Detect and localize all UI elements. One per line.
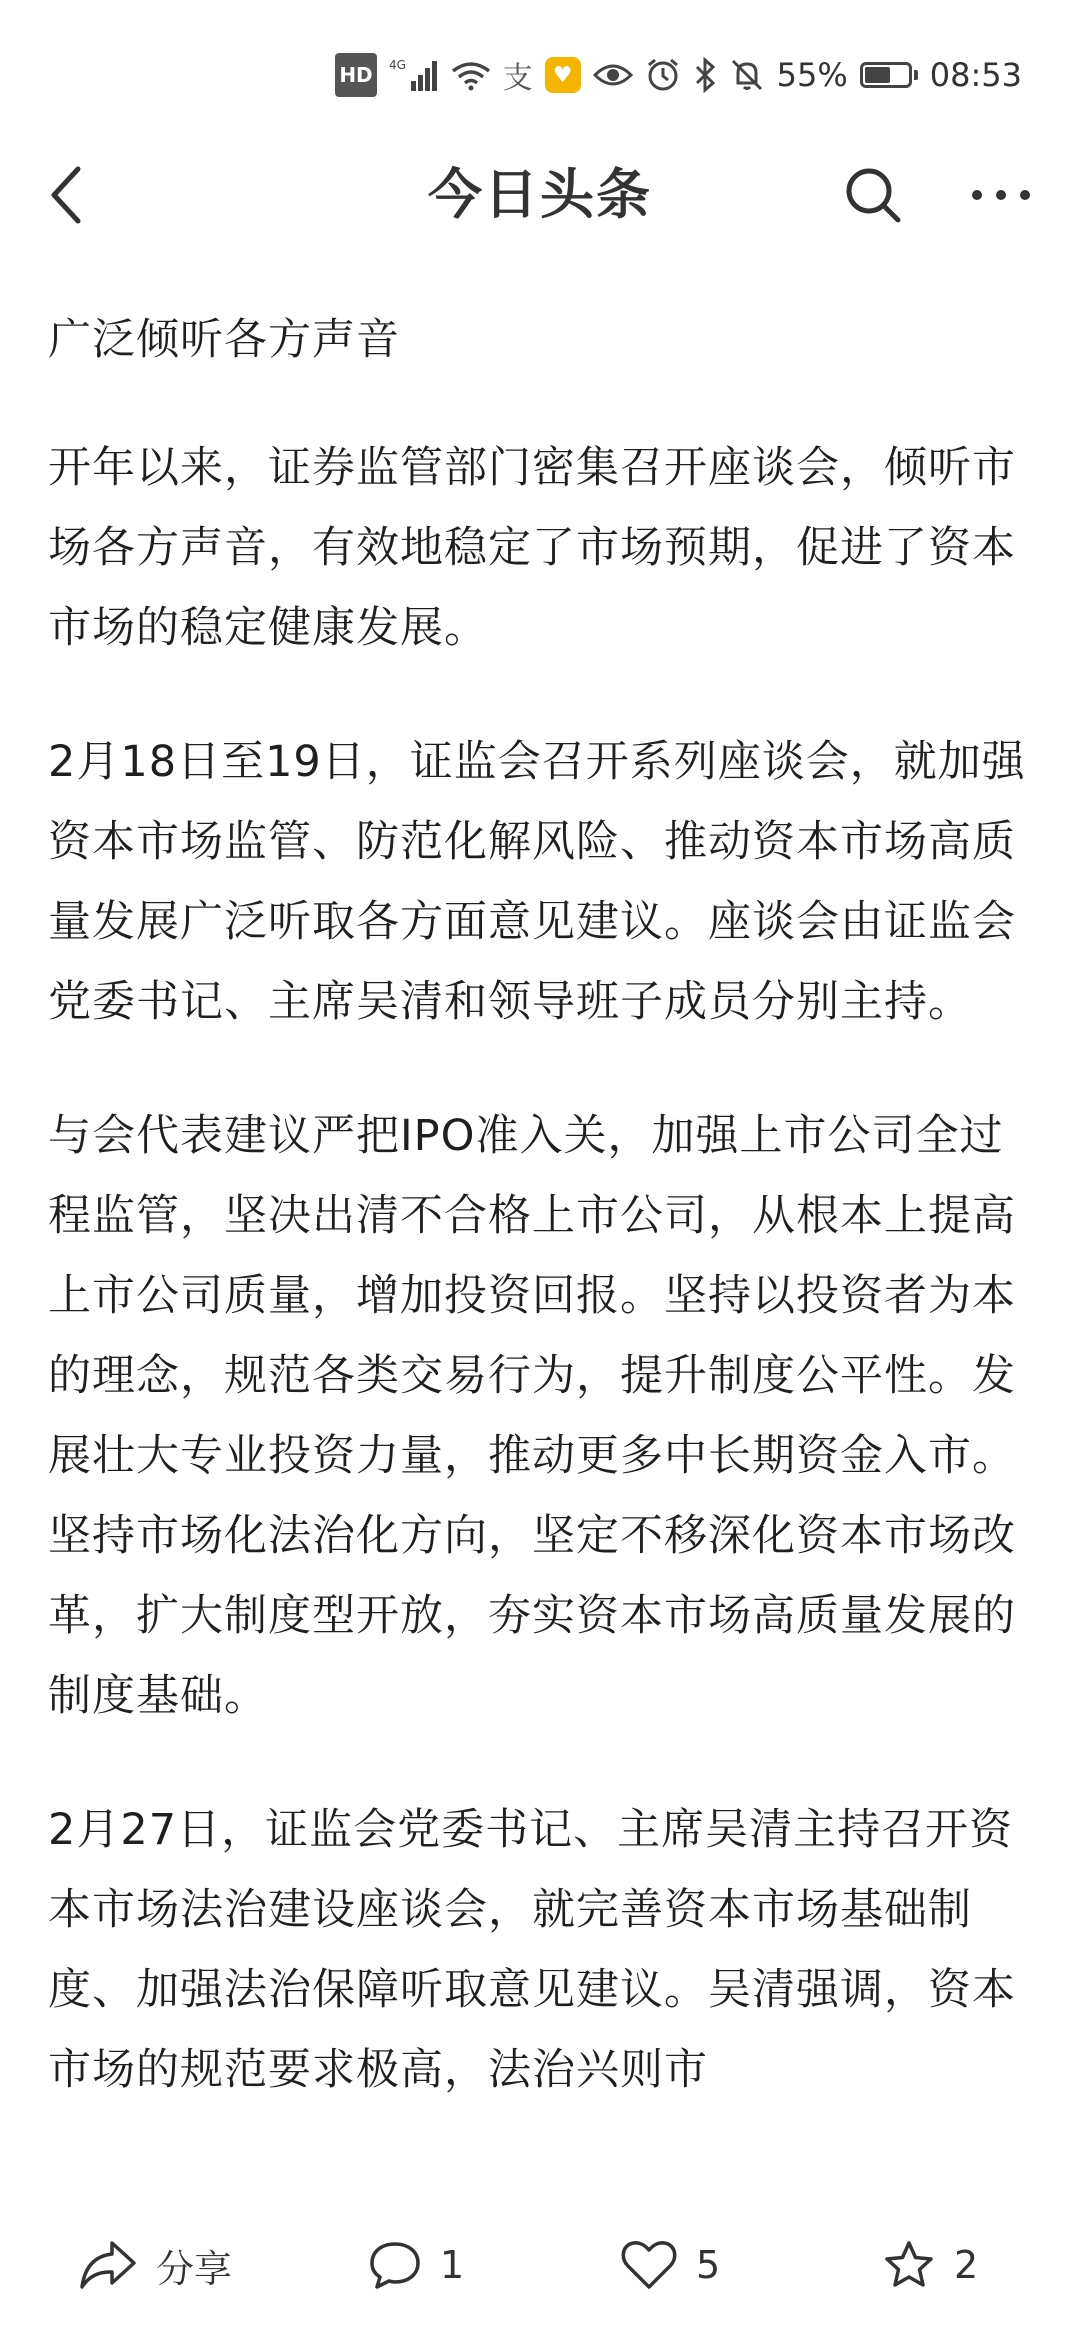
star-icon: [882, 2239, 936, 2291]
bluetooth-icon: [693, 55, 717, 95]
search-icon: [842, 164, 904, 226]
article-paragraph: 2月18日至19日，证监会召开系列座谈会，就加强资本市场监管、防范化解风险、推动资本市场高质量发展广泛听取各方面意见建议。座谈会由证监会党委书记、主席吴清和领导班子成员分别主持。: [48, 737, 1026, 1027]
back-button[interactable]: [36, 162, 96, 228]
battery-icon: [860, 55, 918, 95]
more-button[interactable]: [966, 160, 1036, 230]
comment-icon: [368, 2239, 422, 2291]
favorite-button[interactable]: [882, 2230, 978, 2300]
article-paragraph: 与会代表建议严把IPO准入关，加强上市公司全过程监管，坚决出清不合格上市公司，从根本上提高上市公司质量，增加投资回报。坚持以投资者为本的理念，规范各类交易行为，提升制度公平性。发展壮大专业投资力量，推动更多中长期资金入市。坚持市场化法治化方向，坚定不移深化资本市场改革，扩大制度型开放，夯实资本市场高质量发展的制度基础。: [48, 1111, 1016, 1721]
status-bar: [0, 0, 1080, 150]
hd-icon: HD: [335, 53, 376, 97]
article-body: [48, 300, 1038, 2164]
like-button[interactable]: [620, 2230, 720, 2300]
heart-icon: [620, 2239, 678, 2291]
more-horizontal-icon: [969, 187, 1033, 203]
chevron-left-icon: [48, 165, 84, 225]
alipay-icon: 支: [502, 61, 533, 96]
share-button[interactable]: [78, 2230, 232, 2300]
favorite-count: 2: [954, 2243, 979, 2287]
mute-icon: [729, 55, 765, 95]
comment-count: 1: [440, 2243, 465, 2287]
clock: 08:53: [929, 56, 1022, 94]
eye-icon: [593, 55, 633, 95]
app-header: [0, 150, 1080, 240]
comment-button[interactable]: [368, 2230, 464, 2300]
article-subtitle: 广泛倾听各方声音: [48, 315, 400, 365]
search-button[interactable]: [838, 160, 908, 230]
page-title: 今日头条: [428, 163, 652, 226]
bottom-action-bar: [0, 2200, 1080, 2340]
app-badge-icon: ♥: [545, 57, 581, 93]
article-paragraph: 开年以来，证券监管部门密集召开座谈会，倾听市场各方声音，有效地稳定了市场预期，促进了资本市场的稳定健康发展。: [48, 443, 1016, 653]
share-icon: [78, 2239, 138, 2291]
battery-percent: 55%: [776, 56, 848, 94]
network-type-label: 4G: [388, 58, 406, 72]
alarm-icon: [645, 55, 681, 95]
like-count: 5: [696, 2243, 721, 2287]
wifi-icon: [451, 55, 491, 95]
article-paragraph: 2月27日，证监会党委书记、主席吴清主持召开资本市场法治建设座谈会，就完善资本市场基础制度、加强法治保障听取意见建议。吴清强调，资本市场的规范要求极高，法治兴则市: [48, 1805, 1016, 2095]
signal-icon: [389, 55, 439, 95]
share-label: 分享: [156, 2246, 233, 2291]
